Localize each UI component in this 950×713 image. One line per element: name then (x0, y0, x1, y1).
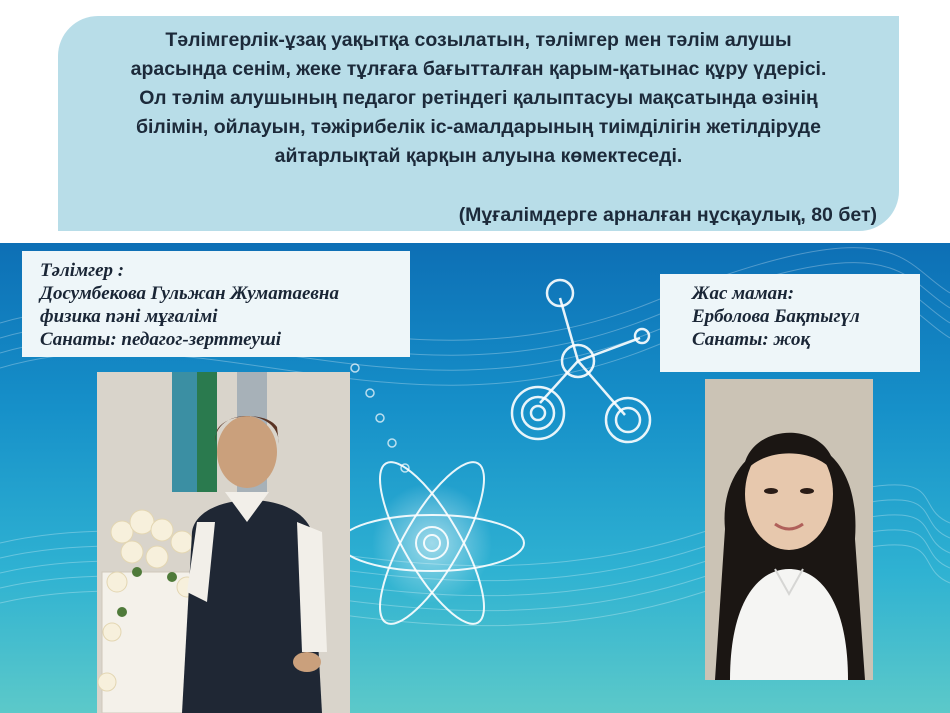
quote-source: (Мұғалімдерге арналған нұсқаулық, 80 бет) (458, 204, 877, 226)
mentor-subject: физика пәні мұғалімі (40, 306, 218, 327)
definition-quote-text: Тәлімгерлік-ұзақ уақытқа созылатын, тәлімгер мен тәлім алушы арасында сенім, жеке тұлғаға бағытталған қарым-қатынас құру үдерісі. Ол тәлім алушының педагог ретіндегі қалыптасуы мақсатында өзінің білімін, ойлауын, тәжірибелік іс-амалдарының тиімділігін жетілдіруде айтарлықтай қарқын алуына көмектеседі. (130, 29, 827, 167)
mentor-name: Досумбекова Гульжан Жуматаевна (40, 283, 339, 304)
young-specialist-portrait-image (705, 379, 873, 680)
mentor-category: Санаты: педагог-зерттеуші (40, 329, 282, 350)
mentor-label: Тәлімгер : (40, 260, 125, 281)
mentor-portrait-image (97, 372, 350, 713)
young-specialist-caption (660, 274, 920, 372)
definition-quote-panel (58, 16, 899, 231)
young-specialist-photo (705, 379, 873, 680)
mentor-caption (22, 251, 410, 357)
young-specialist-name: Ерболова Бақтыгүл (692, 306, 860, 327)
young-specialist-label: Жас маман: (692, 283, 795, 304)
young-specialist-category: Санаты: жоқ (692, 329, 811, 350)
mentor-photo (97, 372, 350, 713)
